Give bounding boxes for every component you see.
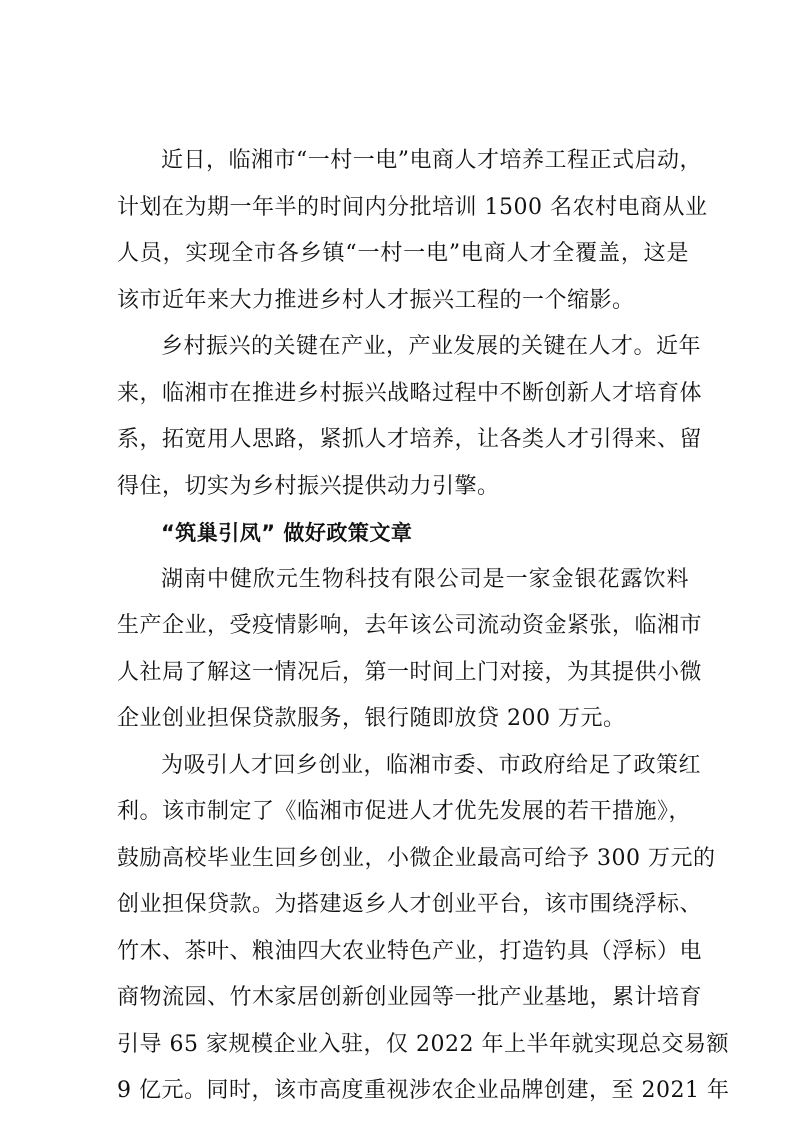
paragraph-line: 生产企业，受疫情影响，去年该公司流动资金紧张，临湘市 bbox=[117, 613, 703, 638]
paragraph-line: 得住，切实为乡村振兴提供动力引擎。 bbox=[117, 473, 500, 499]
paragraph-line: 近日，临湘市“一村一电”电商人才培养工程正式启动， bbox=[161, 148, 702, 173]
paragraph-line: 企业创业担保贷款服务，银行随即放贷 200 万元。 bbox=[117, 706, 626, 731]
paragraph-line: 人社局了解这一情况后，第一时间上门对接，为其提供小微 bbox=[117, 659, 703, 685]
paragraph-line: 引导 65 家规模企业入驻，仅 2022 年上半年就实现总交易额 bbox=[117, 1031, 729, 1057]
paragraph-line: 鼓励高校毕业生回乡创业，小微企业最高可给予 300 万元的 bbox=[117, 845, 716, 871]
paragraph-line: 系，拓宽用人思路，紧抓人才培养，让各类人才引得来、留 bbox=[117, 427, 703, 452]
document-page bbox=[117, 138, 730, 1115]
paragraph-line: 人员，实现全市各乡镇“一村一电”电商人才全覆盖，这是 bbox=[117, 241, 689, 266]
paragraph-line: 乡村振兴的关键在产业，产业发展的关键在人才。近年 bbox=[161, 334, 702, 359]
paragraph-line: 为吸引人才回乡创业，临湘市委、市政府给足了政策红 bbox=[161, 752, 702, 778]
paragraph-line: 竹木、茶叶、粮油四大农业特色产业，打造钓具（浮标）电 bbox=[117, 938, 703, 964]
paragraph-line: 来，临湘市在推进乡村振兴战略过程中不断创新人才培育体 bbox=[117, 380, 703, 406]
section-heading: “筑巢引凤” 做好政策文章 bbox=[161, 521, 413, 545]
paragraph-line: 湖南中健欣元生物科技有限公司是一家金银花露饮料 bbox=[161, 566, 689, 592]
paragraph-line: 创业担保贷款。为搭建返乡人才创业平台，该市围绕浮标、 bbox=[117, 892, 703, 917]
paragraph-line: 利。该市制定了《临湘市促进人才优先发展的若干措施》， bbox=[117, 799, 692, 824]
paragraph-line: 该市近年来大力推进乡村人才振兴工程的一个缩影。 bbox=[117, 287, 635, 313]
paragraph-line: 9 亿元。同时，该市高度重视涉农企业品牌创建，至 2021 年 bbox=[117, 1078, 730, 1103]
paragraph-line: 商物流园、竹木家居创新创业园等一批产业基地，累计培育 bbox=[117, 985, 703, 1010]
paragraph-line: 计划在为期一年半的时间内分批培训 1500 名农村电商从业 bbox=[117, 194, 708, 220]
